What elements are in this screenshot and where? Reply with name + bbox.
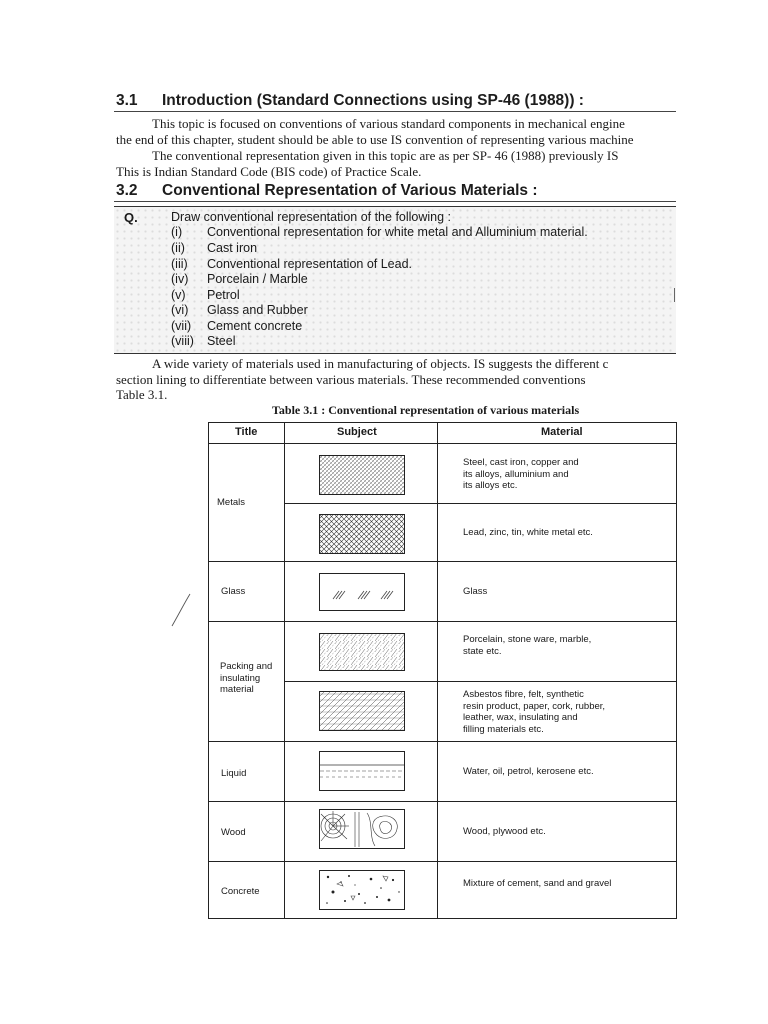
row-divider <box>284 503 676 504</box>
item-number: (i) <box>171 225 183 239</box>
row-title-metals: Metals <box>217 497 245 508</box>
material-porcelain <box>463 634 591 657</box>
item-text: Petrol <box>207 288 240 302</box>
header-title: Title <box>235 426 258 438</box>
material-wood <box>463 826 546 838</box>
row-divider <box>209 621 676 622</box>
row-divider <box>284 681 676 682</box>
item-number: (ii) <box>171 241 185 255</box>
title-line: material <box>220 684 254 695</box>
question-label: Q. <box>124 210 138 225</box>
intro-paragraph-line: the end of this chapter, student should be able to use IS convention of representing various machine <box>116 132 634 147</box>
row-divider <box>209 561 676 562</box>
question-item <box>171 303 308 317</box>
section-title: Conventional Representation of Various Materials : <box>162 182 538 199</box>
material-line: its alloys, alluminium and <box>463 468 569 480</box>
row-divider <box>209 741 676 742</box>
material-line: Mixture of cement, sand and gravel <box>463 878 612 889</box>
material-line: Lead, zinc, tin, white metal etc. <box>463 527 593 538</box>
intro-paragraph-line: This is Indian Standard Code (BIS code) of Practice Scale. <box>116 164 422 179</box>
item-text: Cast iron <box>207 241 258 255</box>
material-line: Asbestos fibre, felt, synthetic <box>463 689 584 700</box>
table-caption: Table 3.1 : Conventional representation of various materials <box>272 403 580 417</box>
material-line: state etc. <box>463 645 502 657</box>
materials-table <box>208 422 677 919</box>
item-text: Porcelain / Marble <box>207 272 308 286</box>
section-title: Introduction (Standard Connections using SP-46 (1988)) : <box>162 92 584 109</box>
item-text: Conventional representation of Lead. <box>207 257 413 271</box>
glass-hatch-swatch <box>319 573 405 613</box>
section-heading-3-1 <box>116 92 584 110</box>
liquid-hatch-swatch <box>319 751 405 791</box>
question-item <box>171 225 588 239</box>
porcelain-hatch-swatch <box>319 633 405 673</box>
question-item <box>171 319 302 333</box>
row-divider <box>209 443 676 444</box>
item-number: (iv) <box>171 272 189 286</box>
question-item <box>171 241 257 255</box>
row-title-concrete: Concrete <box>221 886 260 897</box>
question-prompt: Draw conventional representation of the following : <box>171 210 452 224</box>
row-divider <box>209 801 676 802</box>
question-item <box>171 334 236 348</box>
row-title-packing <box>220 661 272 696</box>
material-glass <box>463 586 487 598</box>
question-item <box>171 272 308 286</box>
item-number: (iii) <box>171 257 188 271</box>
title-line: insulating <box>220 672 261 684</box>
material-line: Water, oil, petrol, kerosene etc. <box>463 766 594 777</box>
material-line: its alloys etc. <box>463 480 518 491</box>
row-title-liquid: Liquid <box>221 768 247 779</box>
item-text: Cement concrete <box>207 319 303 333</box>
pen-tick-mark <box>170 592 192 630</box>
material-line: Wood, plywood etc. <box>463 826 546 837</box>
header-material: Material <box>541 426 583 438</box>
material-steel <box>463 457 579 492</box>
section-heading-3-2 <box>116 182 538 200</box>
column-divider <box>284 423 285 918</box>
body-paragraph-line: Table 3.1. <box>116 387 168 402</box>
item-text: Steel <box>207 334 236 348</box>
concrete-hatch-swatch <box>319 870 405 910</box>
item-number: (v) <box>171 288 186 302</box>
material-line: resin product, paper, cork, rubber, <box>463 700 606 712</box>
question-box <box>114 206 676 354</box>
item-number: (viii) <box>171 334 194 348</box>
material-line: Porcelain, stone ware, marble, <box>463 634 592 645</box>
body-paragraph-line: section lining to differentiate between various materials. These recommended conventions <box>116 372 586 387</box>
intro-paragraph-line: This topic is focused on conventions of various standard components in mechanical engine <box>152 116 625 131</box>
item-text: Glass and Rubber <box>207 303 308 317</box>
body-paragraph-line: A wide variety of materials used in manufacturing of objects. IS suggests the different c <box>152 356 609 371</box>
material-line: Steel, cast iron, copper and <box>463 457 579 468</box>
heading-rule <box>114 201 676 202</box>
material-lead <box>463 527 593 539</box>
material-line: leather, wax, insulating and <box>463 712 578 723</box>
item-number: (vi) <box>171 303 189 317</box>
material-concrete <box>463 878 611 890</box>
row-title-wood: Wood <box>221 827 246 838</box>
material-liquid <box>463 766 594 778</box>
section-number: 3.2 <box>116 182 138 199</box>
title-line: Packing and <box>220 661 273 672</box>
asbestos-hatch-swatch <box>319 691 405 731</box>
material-asbestos <box>463 689 605 735</box>
question-item <box>171 257 412 271</box>
intro-paragraph-line: The conventional representation given in this topic are as per SP- 46 (1988) previously IS <box>152 148 619 163</box>
header-subject: Subject <box>337 426 377 438</box>
row-title-glass: Glass <box>221 586 246 597</box>
steel-hatch-swatch <box>319 455 405 495</box>
material-line: Glass <box>463 586 488 597</box>
item-number: (vii) <box>171 319 192 333</box>
row-divider <box>209 861 676 862</box>
lead-hatch-swatch <box>319 514 405 554</box>
item-text: Conventional representation for white metal and Alluminium material. <box>207 225 588 239</box>
column-divider <box>437 423 438 918</box>
pen-mark <box>674 288 675 302</box>
heading-rule <box>114 111 676 112</box>
question-item <box>171 288 240 302</box>
wood-hatch-swatch <box>319 809 405 849</box>
material-line: filling materials etc. <box>463 723 544 735</box>
section-number: 3.1 <box>116 92 138 109</box>
